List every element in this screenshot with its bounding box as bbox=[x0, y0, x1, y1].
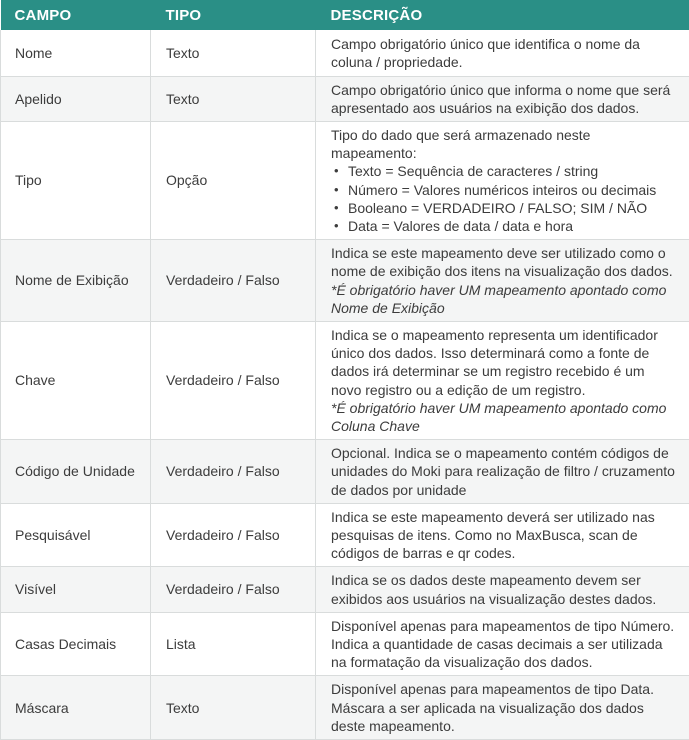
cell-tipo: Verdadeiro / Falso bbox=[151, 503, 316, 567]
cell-campo: Casas Decimais bbox=[1, 612, 151, 676]
cell-tipo: Verdadeiro / Falso bbox=[151, 240, 316, 322]
table-body bbox=[1, 30, 689, 740]
cell-campo: Código de Unidade bbox=[1, 440, 151, 504]
cell-descricao: Indica se os dados deste mapeamento devem ser exibidos aos usuários na visualização destes dados. bbox=[331, 572, 657, 607]
cell-tipo: Lista bbox=[151, 612, 316, 676]
required-note: *É obrigatório haver UM mapeamento apontado como Coluna Chave bbox=[331, 399, 667, 434]
list-item: • Número = Valores numéricos inteiros ou decimais bbox=[348, 181, 679, 199]
list-item: • Texto = Sequência de caracteres / string bbox=[348, 162, 679, 180]
table-header bbox=[1, 0, 689, 30]
cell-tipo: Texto bbox=[151, 76, 316, 121]
table-row bbox=[1, 612, 689, 676]
table-row bbox=[1, 76, 689, 121]
table-row bbox=[1, 321, 689, 439]
cell-descricao bbox=[316, 321, 689, 439]
cell-campo: Tipo bbox=[1, 121, 151, 239]
cell-descricao bbox=[316, 240, 689, 322]
cell-descricao: Campo obrigatório único que informa o nome que será apresentado aos usuários na exibição dos dados. bbox=[331, 81, 671, 116]
cell-descricao: Opcional. Indica se o mapeamento contém códigos de unidades do Moki para realização de filtro / cruzamento de dados por unidade bbox=[331, 445, 675, 498]
cell-descricao: Disponível apenas para mapeamentos de tipo Número. Indica a quantidade de casas decimais a ser utilizada na formatação da visualização dos dados. bbox=[331, 617, 675, 671]
header-row bbox=[1, 0, 689, 30]
cell-descricao: Campo obrigatório único que identifica o nome da coluna / propriedade. bbox=[331, 35, 640, 70]
header-campo: CAMPO bbox=[14, 6, 72, 24]
table-row bbox=[1, 440, 689, 504]
required-note: *É obrigatório haver UM mapeamento apontado como Nome de Exibição bbox=[331, 281, 667, 316]
cell-tipo: Texto bbox=[151, 30, 316, 76]
cell-tipo: Verdadeiro / Falso bbox=[151, 440, 316, 504]
cell-tipo: Verdadeiro / Falso bbox=[151, 567, 316, 612]
cell-campo: Nome bbox=[1, 30, 151, 76]
cell-tipo: Verdadeiro / Falso bbox=[151, 321, 316, 439]
list-item: • Booleano = VERDADEIRO / FALSO; SIM / NÃO bbox=[348, 199, 679, 217]
cell-descricao: Disponível apenas para mapeamentos de tipo Data. Máscara a ser aplicada na visualização dos dados deste mapeamento. bbox=[331, 681, 654, 734]
table-row bbox=[1, 567, 689, 612]
list-item: • Data = Valores de data / data e hora bbox=[348, 217, 679, 235]
table-row bbox=[1, 121, 689, 239]
description-text: Indica se o mapeamento representa um identificador único dos dados. Isso determinará como a fonte de dados irá determinar se um registro recebido é um novo registro ou a edição de um registro. bbox=[331, 326, 658, 398]
cell-campo: Chave bbox=[1, 321, 151, 439]
cell-tipo: Opção bbox=[151, 121, 316, 239]
cell-campo: Apelido bbox=[1, 76, 151, 121]
table-row bbox=[1, 503, 689, 567]
type-options-list bbox=[331, 162, 679, 235]
table-row bbox=[1, 676, 689, 740]
table-row bbox=[1, 240, 689, 322]
cell-tipo: Texto bbox=[151, 676, 316, 740]
cell-campo: Nome de Exibição bbox=[1, 240, 151, 322]
cell-descricao bbox=[316, 121, 689, 239]
header-descricao: DESCRIÇÃO bbox=[330, 6, 423, 24]
cell-descricao: Indica se este mapeamento deverá ser utilizado nas pesquisas de itens. Como no MaxBusca, scan de códigos de barras e qr codes. bbox=[331, 508, 655, 562]
cell-campo: Pesquisável bbox=[1, 503, 151, 567]
header-tipo: TIPO bbox=[165, 6, 202, 24]
table-row bbox=[1, 30, 689, 76]
cell-campo: Máscara bbox=[1, 676, 151, 740]
description-intro: Tipo do dado que será armazenado neste mapeamento: bbox=[331, 126, 591, 162]
cell-campo: Visível bbox=[1, 567, 151, 612]
description-text: Indica se este mapeamento deve ser utilizado como o nome de exibição dos itens na visualização dos dados. bbox=[331, 245, 673, 280]
